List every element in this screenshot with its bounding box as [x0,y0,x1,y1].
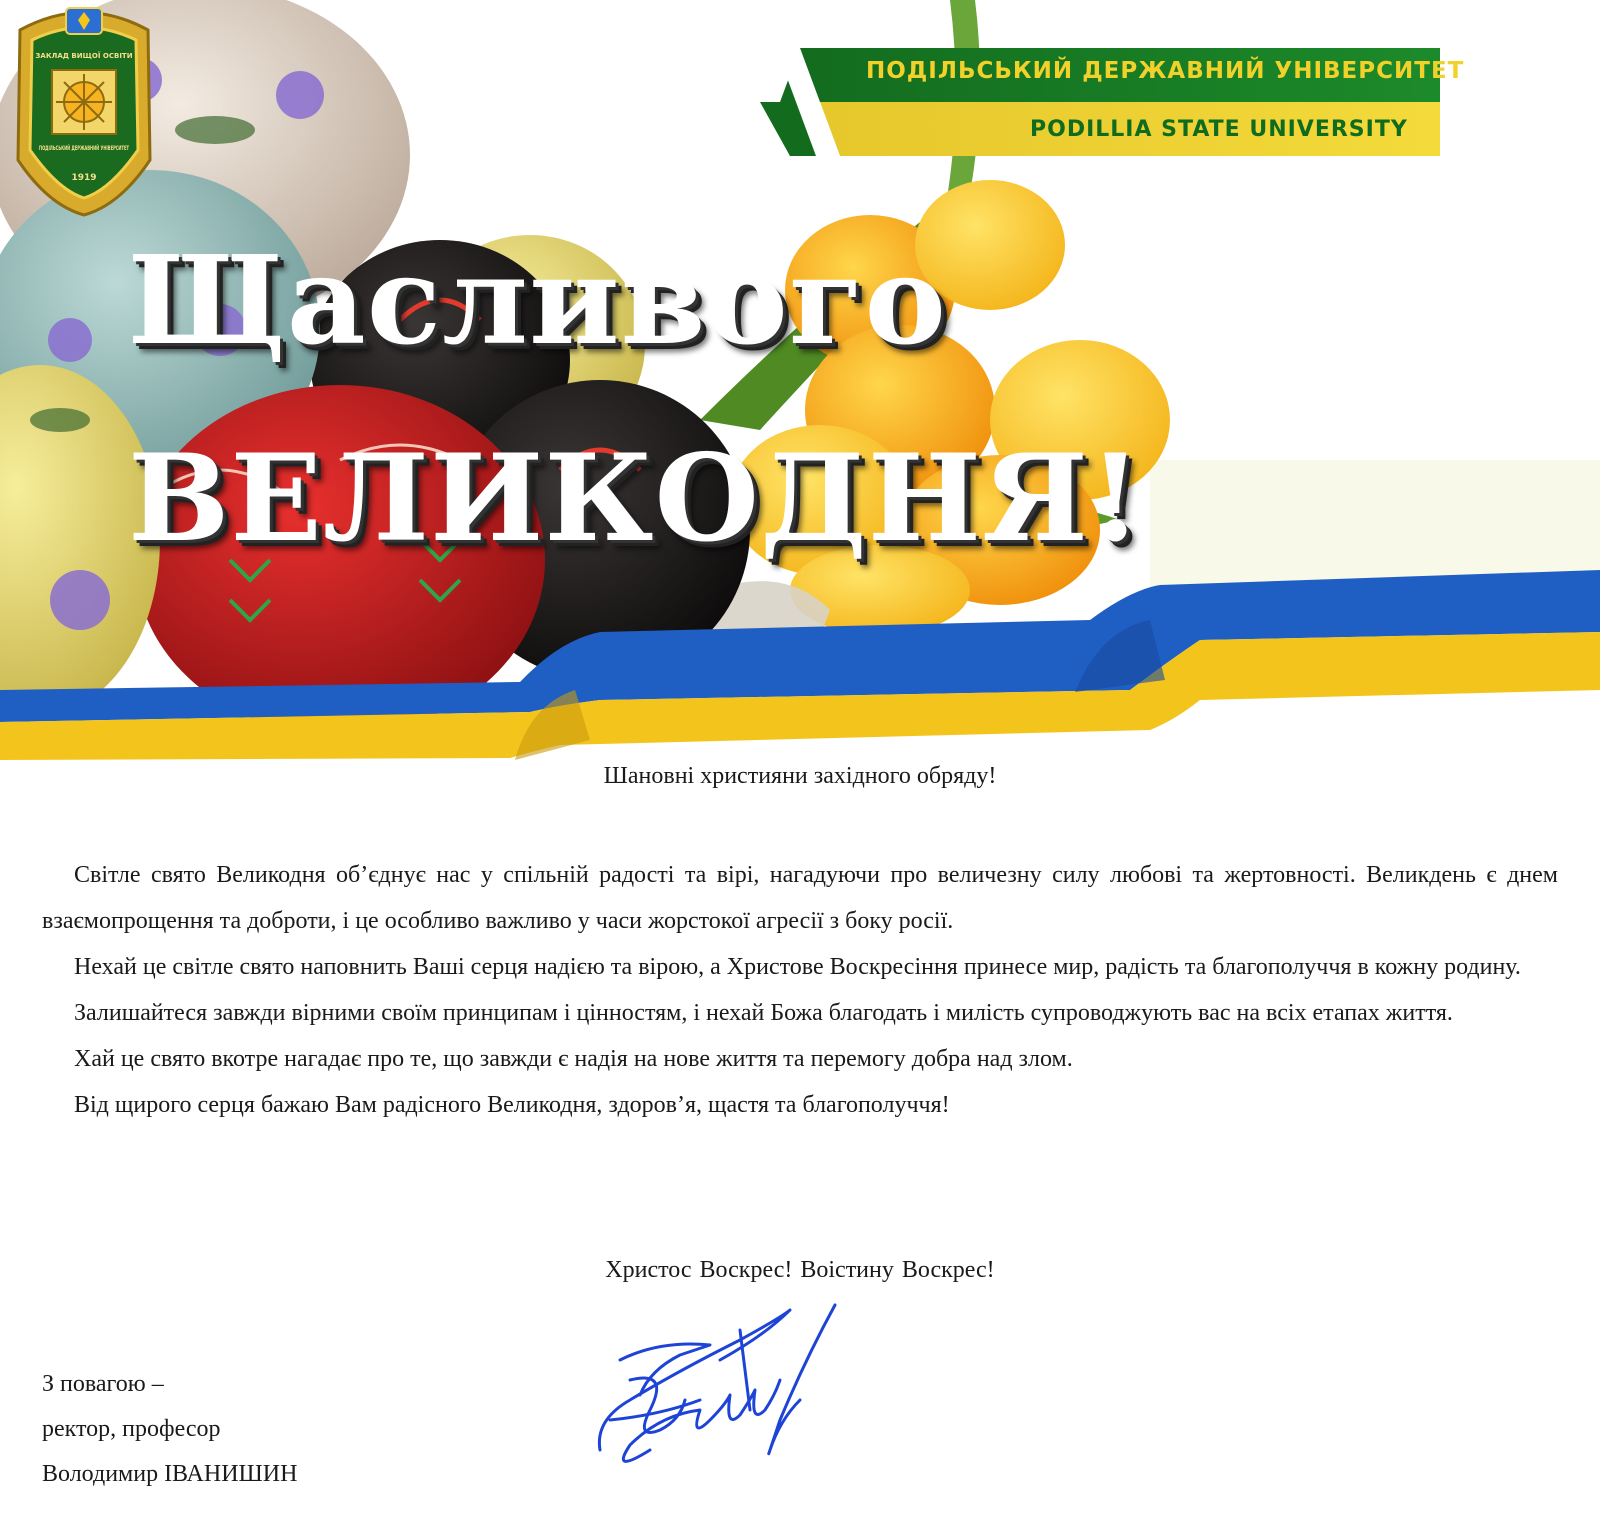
handwritten-signature [590,1300,860,1510]
headline-line-2: ВЕЛИКОДНЯ! [128,428,1143,569]
closing-phrase: З повагою – [42,1371,164,1397]
emblem-year: 1919 [71,173,97,183]
letter-paragraph: Хай це свято вкотре нагадає про те, що завжди є надія на нове життя та перемогу добра над злом. [74,1046,1073,1072]
headline-line-1: Щасливого [128,228,947,372]
emblem-top-text: ЗАКЛАД ВИЩОЇ ОСВІТИ [35,52,133,60]
signer-position: ректор, професор [42,1416,221,1442]
letter-paragraph: Світле свято Великодня об’єднує нас у спільній радості та вірі, нагадуючи про величезну силу любові та жертовності. Великдень є днем взаємопрощення та доброти, і це особливо важливо у часи жорстокої агресії з боку росії. [42,862,1558,934]
salutation: Шановні християни західного обряду! [603,763,997,789]
letter-paragraph: Нехай це світле свято наповнить Ваші серця надією та вірою, а Христове Воскресіння принесе мир, радість та благополуччя в кожну родину. [74,954,1521,980]
emblem-name-text: ПОДІЛЬСЬКИЙ ДЕРЖАВНИЙ УНІВЕРСИТЕТ [39,145,187,152]
university-name-ua: ПОДІЛЬСЬКИЙ ДЕРЖАВНИЙ УНІВЕРСИТЕТ [866,58,1465,84]
university-emblem [0,0,187,220]
university-name-en: PODILLIA STATE UNIVERSITY [1030,117,1408,142]
letter-body [42,852,1558,1128]
signature-block [42,1362,297,1497]
letter-paragraph: Від щирого серця бажаю Вам радісного Великодня, здоров’я, щастя та благополуччя! [74,1092,950,1118]
letter-paragraph: Залишайтеся завжди вірними своїм принципам і цінностям, і нехай Божа благодать і милість супроводжують вас на всіх етапах життя. [74,1000,1453,1026]
easter-greeting: Христос Воскрес! Воістину Воскрес! [605,1257,995,1283]
signer-name: Володимир ІВАНИШИН [42,1461,298,1487]
